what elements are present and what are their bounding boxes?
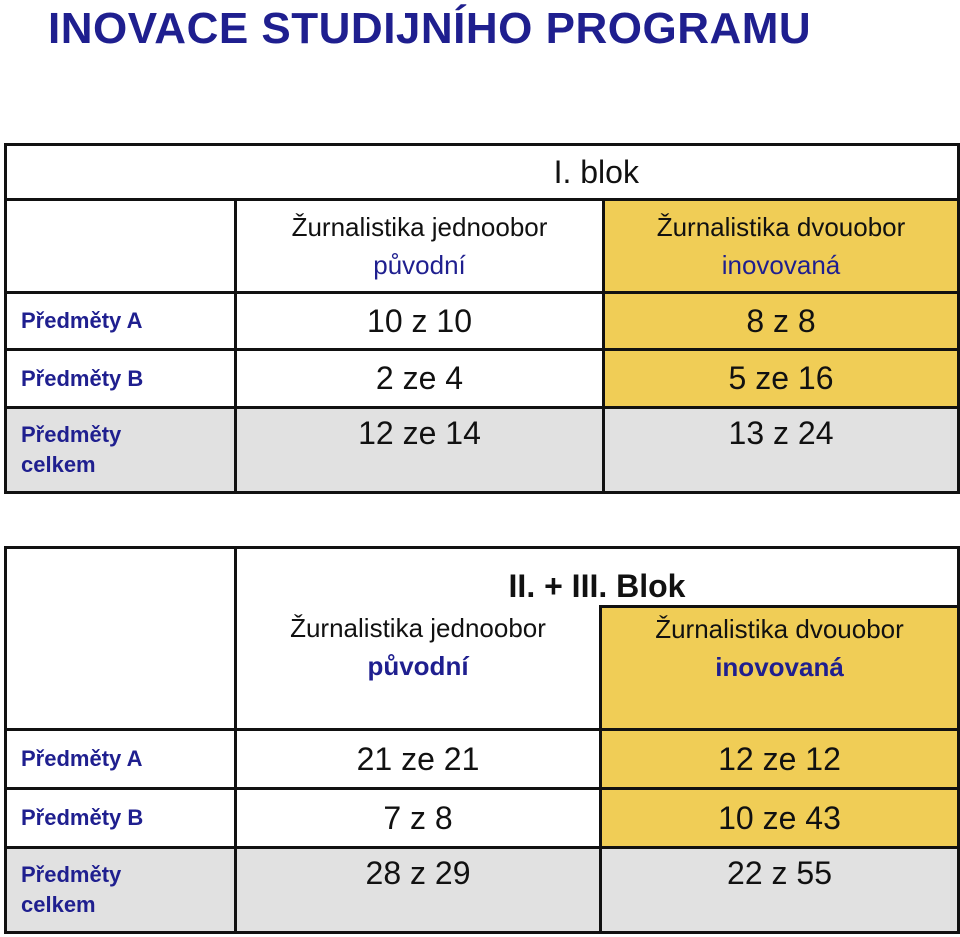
col1-line1: Žurnalistika jednoobor	[291, 212, 548, 242]
row-value-col2: 13 z 24	[604, 408, 959, 493]
block-2-heading	[236, 548, 959, 607]
block-1-col1-header	[236, 200, 604, 293]
col2-line2: inovovaná	[715, 652, 844, 682]
col2-line2: inovovaná	[721, 250, 841, 280]
row-value-col1: 2 ze 4	[236, 350, 604, 408]
col2-line1: Žurnalistika dvouobor	[655, 614, 904, 644]
block-1-heading-text: I. blok	[553, 153, 639, 190]
block-2-col1-header	[236, 607, 601, 730]
row-value-col2: 8 z 8	[604, 293, 959, 350]
row-value-col2: 10 ze 43	[601, 789, 959, 848]
block-1-corner	[6, 145, 236, 200]
block-1-empty-cell	[6, 200, 236, 293]
row-label: Předměty B	[6, 350, 236, 408]
row-value-col1: 12 ze 14	[236, 408, 604, 493]
block-2-col2-header	[601, 607, 959, 730]
col2-line1: Žurnalistika dvouobor	[656, 212, 906, 242]
table-row	[6, 408, 959, 493]
row-label: Předměty A	[6, 730, 236, 789]
row-value-col2: 5 ze 16	[604, 350, 959, 408]
row-label-line1: Předměty	[21, 422, 122, 447]
block-1-heading	[236, 145, 959, 200]
row-label: Předměty B	[6, 789, 236, 848]
row-label-line1: Předměty	[21, 862, 122, 887]
block-2-corner	[6, 548, 236, 730]
table-row	[6, 848, 959, 933]
block-1-col2-header	[604, 200, 959, 293]
row-label-line2: celkem	[21, 452, 96, 477]
row-value-col1: 28 z 29	[236, 848, 601, 933]
row-label	[6, 408, 236, 493]
table-row	[6, 350, 959, 408]
col1-line1: Žurnalistika jednoobor	[290, 612, 546, 643]
page-title: INOVACE STUDIJNÍHO PROGRAMU	[48, 4, 812, 53]
table-row	[6, 730, 959, 789]
row-label-line2: celkem	[21, 892, 96, 917]
row-label	[6, 848, 236, 933]
block-1-table	[4, 143, 960, 494]
col1-line2: původní	[367, 650, 469, 681]
row-value-col1: 10 z 10	[236, 293, 604, 350]
row-value-col2: 22 z 55	[601, 848, 959, 933]
row-value-col1: 7 z 8	[236, 789, 601, 848]
block-2-table	[4, 546, 960, 934]
row-label: Předměty A	[6, 293, 236, 350]
col1-line2: původní	[373, 250, 466, 280]
row-value-col2: 12 ze 12	[601, 730, 959, 789]
table-row	[6, 789, 959, 848]
row-value-col1: 21 ze 21	[236, 730, 601, 789]
block-2-heading-text: II. + III. Blok	[508, 568, 686, 604]
table-row	[6, 293, 959, 350]
